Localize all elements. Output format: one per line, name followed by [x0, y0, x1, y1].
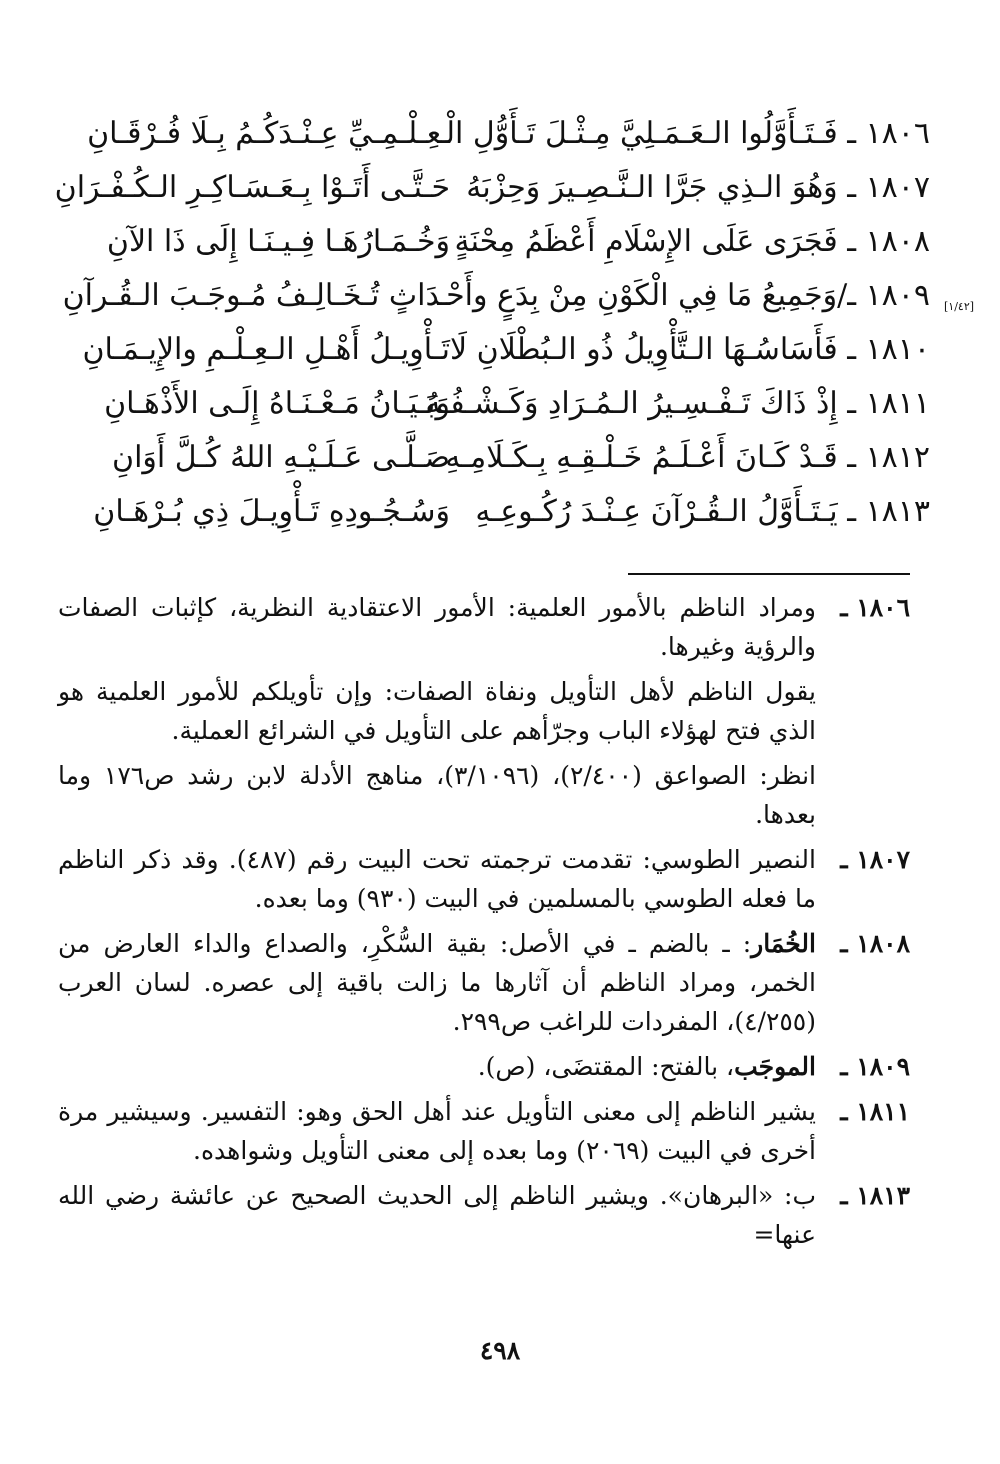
- footnote-number: ١٨٠٩ ـ: [840, 1052, 910, 1081]
- footnote-paragraph: انظر: الصواعق (٢/٤٠٠)، (٣/١٠٩٦)، مناهج الأدلة لابن رشد ص١٧٦ وما بعدها.: [58, 761, 816, 829]
- verse-first-hemistich: ١٨٠٩ ـ/وَجَمِيعُ مَا فِي الْكَوْنِ مِنْ بِدَعٍ وأَحْـ: [437, 278, 930, 313]
- footnote-paragraph: ومراد الناظم بالأمور العلمية: الأمور الاعتقادية النظرية، كإثبات الصفات والرؤية وغيرها.: [58, 593, 816, 661]
- verse-1810: [50, 324, 930, 378]
- margin-page-marker: [١/٤٢]: [944, 300, 975, 313]
- verse-second-hemistich: صَـلَّـى عَـلَـيْـهِ اللهُ كُـلَّ أَوَانِ: [112, 440, 450, 475]
- footnote-1811: [58, 1092, 910, 1170]
- footnote-term: الموجَب: [734, 1052, 816, 1081]
- footnote-text: الموجَب، بالفتح: المقتضَى، (ص).: [477, 1052, 816, 1081]
- poem-verses: [50, 108, 930, 540]
- verse-second-hemistich: وَخُـمَـارُهَـا فِـيـنَـا إِلَى ذَا الآنِ: [106, 224, 450, 259]
- footnote-number: ١٨١١ ـ: [840, 1097, 910, 1126]
- verse-1813: [50, 486, 930, 540]
- verse-second-hemistich: وَسُـجُـودِهِ تَـأْوِيـلَ ذِي بُـرْهَـانِ: [93, 494, 450, 529]
- footnote-1806: [58, 588, 910, 834]
- footnote-1807: [58, 840, 910, 918]
- verse-1807: [50, 162, 930, 216]
- footnote-text: ب: «البرهان». ويشير الناظم إلى الحديث الصحيح عن عائشة رضي الله عنها=: [58, 1181, 816, 1249]
- footnote-text: يشير الناظم إلى معنى التأويل عند أهل الحق وهو: التفسير. وسيشير مرة أخرى في البيت (٢٠٦٩) وما بعده إلى معنى التأويل وشواهده.: [58, 1097, 816, 1165]
- verse-1808: [50, 216, 930, 270]
- verse-first-hemistich: ١٨٠٧ ـ وَهُوَ الـذِي جَرَّا الـنَّـصِـيرَ وَحِزْبَهُ: [466, 170, 930, 205]
- footnote-number: ١٨٠٦ ـ: [840, 593, 910, 622]
- verse-second-hemistich: وَبَـيَـانُ مَـعْـنَـاهُ إِلَـى الأَذْهَـانِ: [104, 386, 450, 421]
- footnote-1808: [58, 924, 910, 1041]
- footnote-number: ١٨١٣ ـ: [840, 1181, 910, 1210]
- verse-1811: [50, 378, 930, 432]
- footnote-number: ١٨٠٧ ـ: [840, 845, 910, 874]
- verse-second-hemistich: حَـتَّـى أَتَـوْا بِـعَـسَـاكِـرِ الـكُـفْـرَانِ: [54, 170, 450, 205]
- footnote-term: الخُمَار: [751, 929, 816, 958]
- footnotes: [58, 588, 910, 1260]
- footnote-1813: [58, 1176, 910, 1254]
- verse-first-hemistich: ١٨١٣ ـ يَـتَـأَوَّلُ الـقُـرْآنَ عِـنْـدَ رُكُـوعِـهِ: [475, 494, 930, 529]
- verse-1806: [50, 108, 930, 162]
- verse-first-hemistich: ١٨١٠ ـ فَأَسَاسُـهَا الـتَّأْوِيلُ ذُو الـبُطْلَانِ لَا: [450, 332, 930, 367]
- footnote-1809: [58, 1047, 910, 1086]
- verse-first-hemistich: ١٨٠٦ ـ فَـتَـأَوَّلُوا الـعَـمَـلِيَّ مِـثْـلَ تَـأَوُّلِ الْـ: [437, 116, 930, 151]
- page-number: ٤٩٨: [479, 1336, 521, 1365]
- verse-second-hemistich: ـدَاثٍ تُـخَـالِـفُ مُـوجَـبَ الـقُـرآنِ: [62, 278, 450, 313]
- footnote-separator: [628, 573, 910, 575]
- verse-first-hemistich: ١٨١١ ـ إِذْ ذَاكَ تَـفْـسِـيرُ الـمُـرَادِ وَكَـشْـفُـهُ: [425, 386, 930, 421]
- verse-first-hemistich: ١٨٠٨ ـ فَجَرَى عَلَى الإِسْلَامِ أَعْظَمُ مِحْنَةٍ: [454, 224, 930, 259]
- verse-second-hemistich: تَـأْوِيـلُ أَهْـلِ الـعِـلْـمِ والإِيـمَـانِ: [82, 332, 450, 367]
- verse-1812: [50, 432, 930, 486]
- footnote-text: الخُمَار: ـ بالضم ـ في الأصل: بقية السُّكْرِ، والصداع والداء العارض من الخمر، ومراد الناظم أن آثارها ما زالت باقية إلى عصره. لسان العرب (٤/٢٥٥)، المفردات للراغب ص٢٩٩.: [58, 929, 816, 1036]
- verse-second-hemistich: ـعِـلْـمِـيِّ عِـنْـدَكُـمُ بِـلَا فُـرْقَـانِ: [87, 116, 450, 151]
- footnote-number: ١٨٠٨ ـ: [840, 929, 910, 958]
- verse-first-hemistich: ١٨١٢ ـ قَـدْ كَـانَ أَعْـلَـمُ خَـلْـقِـهِ بِـكَـلَامِـهِ: [445, 440, 930, 475]
- verse-1809: [50, 270, 930, 324]
- footnote-paragraph: يقول الناظم لأهل التأويل ونفاة الصفات: وإن تأويلكم للأمور العلمية هو الذي فتح لهؤلاء الباب وجرّأهم على التأويل في الشرائع العملية.: [58, 677, 816, 745]
- footnote-text: النصير الطوسي: تقدمت ترجمته تحت البيت رقم (٤٨٧). وقد ذكر الناظم ما فعله الطوسي بالمسلمين في البيت (٩٣٠) وما بعده.: [58, 845, 816, 913]
